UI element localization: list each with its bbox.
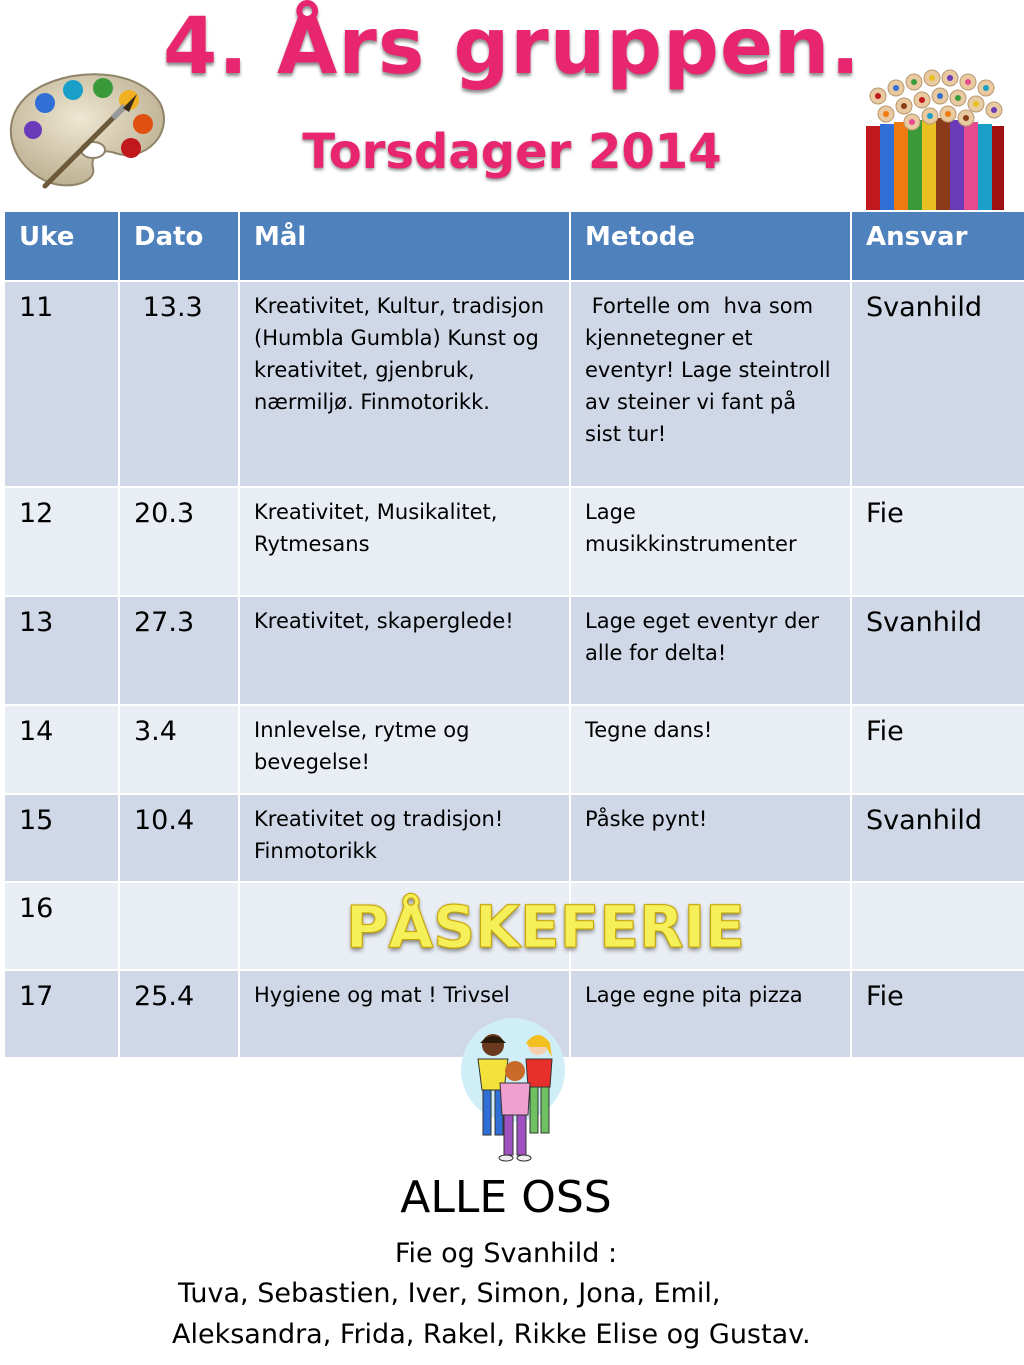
cell-ansvar: Fie: [851, 487, 1024, 596]
cell-ansvar: Svanhild: [851, 794, 1024, 882]
table-row: [4, 596, 1024, 705]
column-header-metode: Metode: [570, 211, 851, 281]
column-header-dato: Dato: [119, 211, 239, 281]
cell-ansvar: Svanhild: [851, 281, 1024, 487]
colored-pencils-icon: [862, 66, 1006, 211]
cell-uke: 11: [4, 281, 119, 487]
column-header-mal: Mål: [239, 211, 570, 281]
cell-mal: Kreativitet, Musikalitet, Rytmesans: [239, 487, 570, 596]
cell-uke: 17: [4, 970, 119, 1058]
cell-uke: 14: [4, 705, 119, 794]
table-row: [4, 705, 1024, 794]
footer-line-3: Aleksandra, Frida, Rakel, Rikke Elise og Gustav.: [172, 1319, 811, 1350]
cell-mal: Kreativitet, skaperglede!: [239, 596, 570, 705]
footer-line-2: Tuva, Sebastien, Iver, Simon, Jona, Emil,: [178, 1278, 721, 1309]
cell-metode: Lage eget eventyr der alle for delta!: [570, 596, 851, 705]
cell-uke: 15: [4, 794, 119, 882]
holiday-label: PÅSKEFERIE: [346, 893, 745, 961]
cell-dato: [119, 882, 239, 970]
page-subtitle: Torsdager 2014: [302, 124, 722, 180]
cell-dato: 10.4: [119, 794, 239, 882]
cell-mal: Innlevelse, rytme og bevegelse!: [239, 705, 570, 794]
cell-uke: 16: [4, 882, 119, 970]
footer-line-1: Fie og Svanhild :: [394, 1238, 618, 1269]
footer-heading: ALLE OSS: [400, 1172, 612, 1223]
cell-metode: Lage egne pita pizza: [570, 970, 851, 1058]
table-header-row: [4, 211, 1024, 281]
cell-dato: 3.4: [119, 705, 239, 794]
cell-mal: Hygiene og mat ! Trivsel: [239, 970, 570, 1058]
table-row: [4, 487, 1024, 596]
cell-metode: Påske pynt!: [570, 794, 851, 882]
paint-palette-icon: [5, 68, 167, 193]
cell-mal: Kreativitet, Kultur, tradisjon (Humbla Gumbla) Kunst og kreativitet, gjenbruk, nærmiljø. Finmotorikk.: [239, 281, 570, 487]
cell-uke: 12: [4, 487, 119, 596]
table-row: [4, 281, 1024, 487]
children-playing-icon: [458, 1015, 568, 1165]
cell-mal: Kreativitet og tradisjon! Finmotorikk: [239, 794, 570, 882]
cell-metode: Lage musikkinstrumenter: [570, 487, 851, 596]
column-header-ansvar: Ansvar: [851, 211, 1024, 281]
cell-metode: Tegne dans!: [570, 705, 851, 794]
cell-dato: 20.3: [119, 487, 239, 596]
cell-dato: 27.3: [119, 596, 239, 705]
cell-metode: Fortelle om hva som kjennetegner et eventyr! Lage steintroll av steiner vi fant på sist tur!: [570, 281, 851, 487]
cell-ansvar: [851, 882, 1024, 970]
cell-dato: 25.4: [119, 970, 239, 1058]
page-title: 4. Års gruppen.: [162, 2, 862, 92]
table-row: [4, 794, 1024, 882]
cell-ansvar: Fie: [851, 705, 1024, 794]
cell-dato: 13.3: [119, 281, 239, 487]
column-header-uke: Uke: [4, 211, 119, 281]
cell-ansvar: Fie: [851, 970, 1024, 1058]
cell-ansvar: Svanhild: [851, 596, 1024, 705]
cell-uke: 13: [4, 596, 119, 705]
